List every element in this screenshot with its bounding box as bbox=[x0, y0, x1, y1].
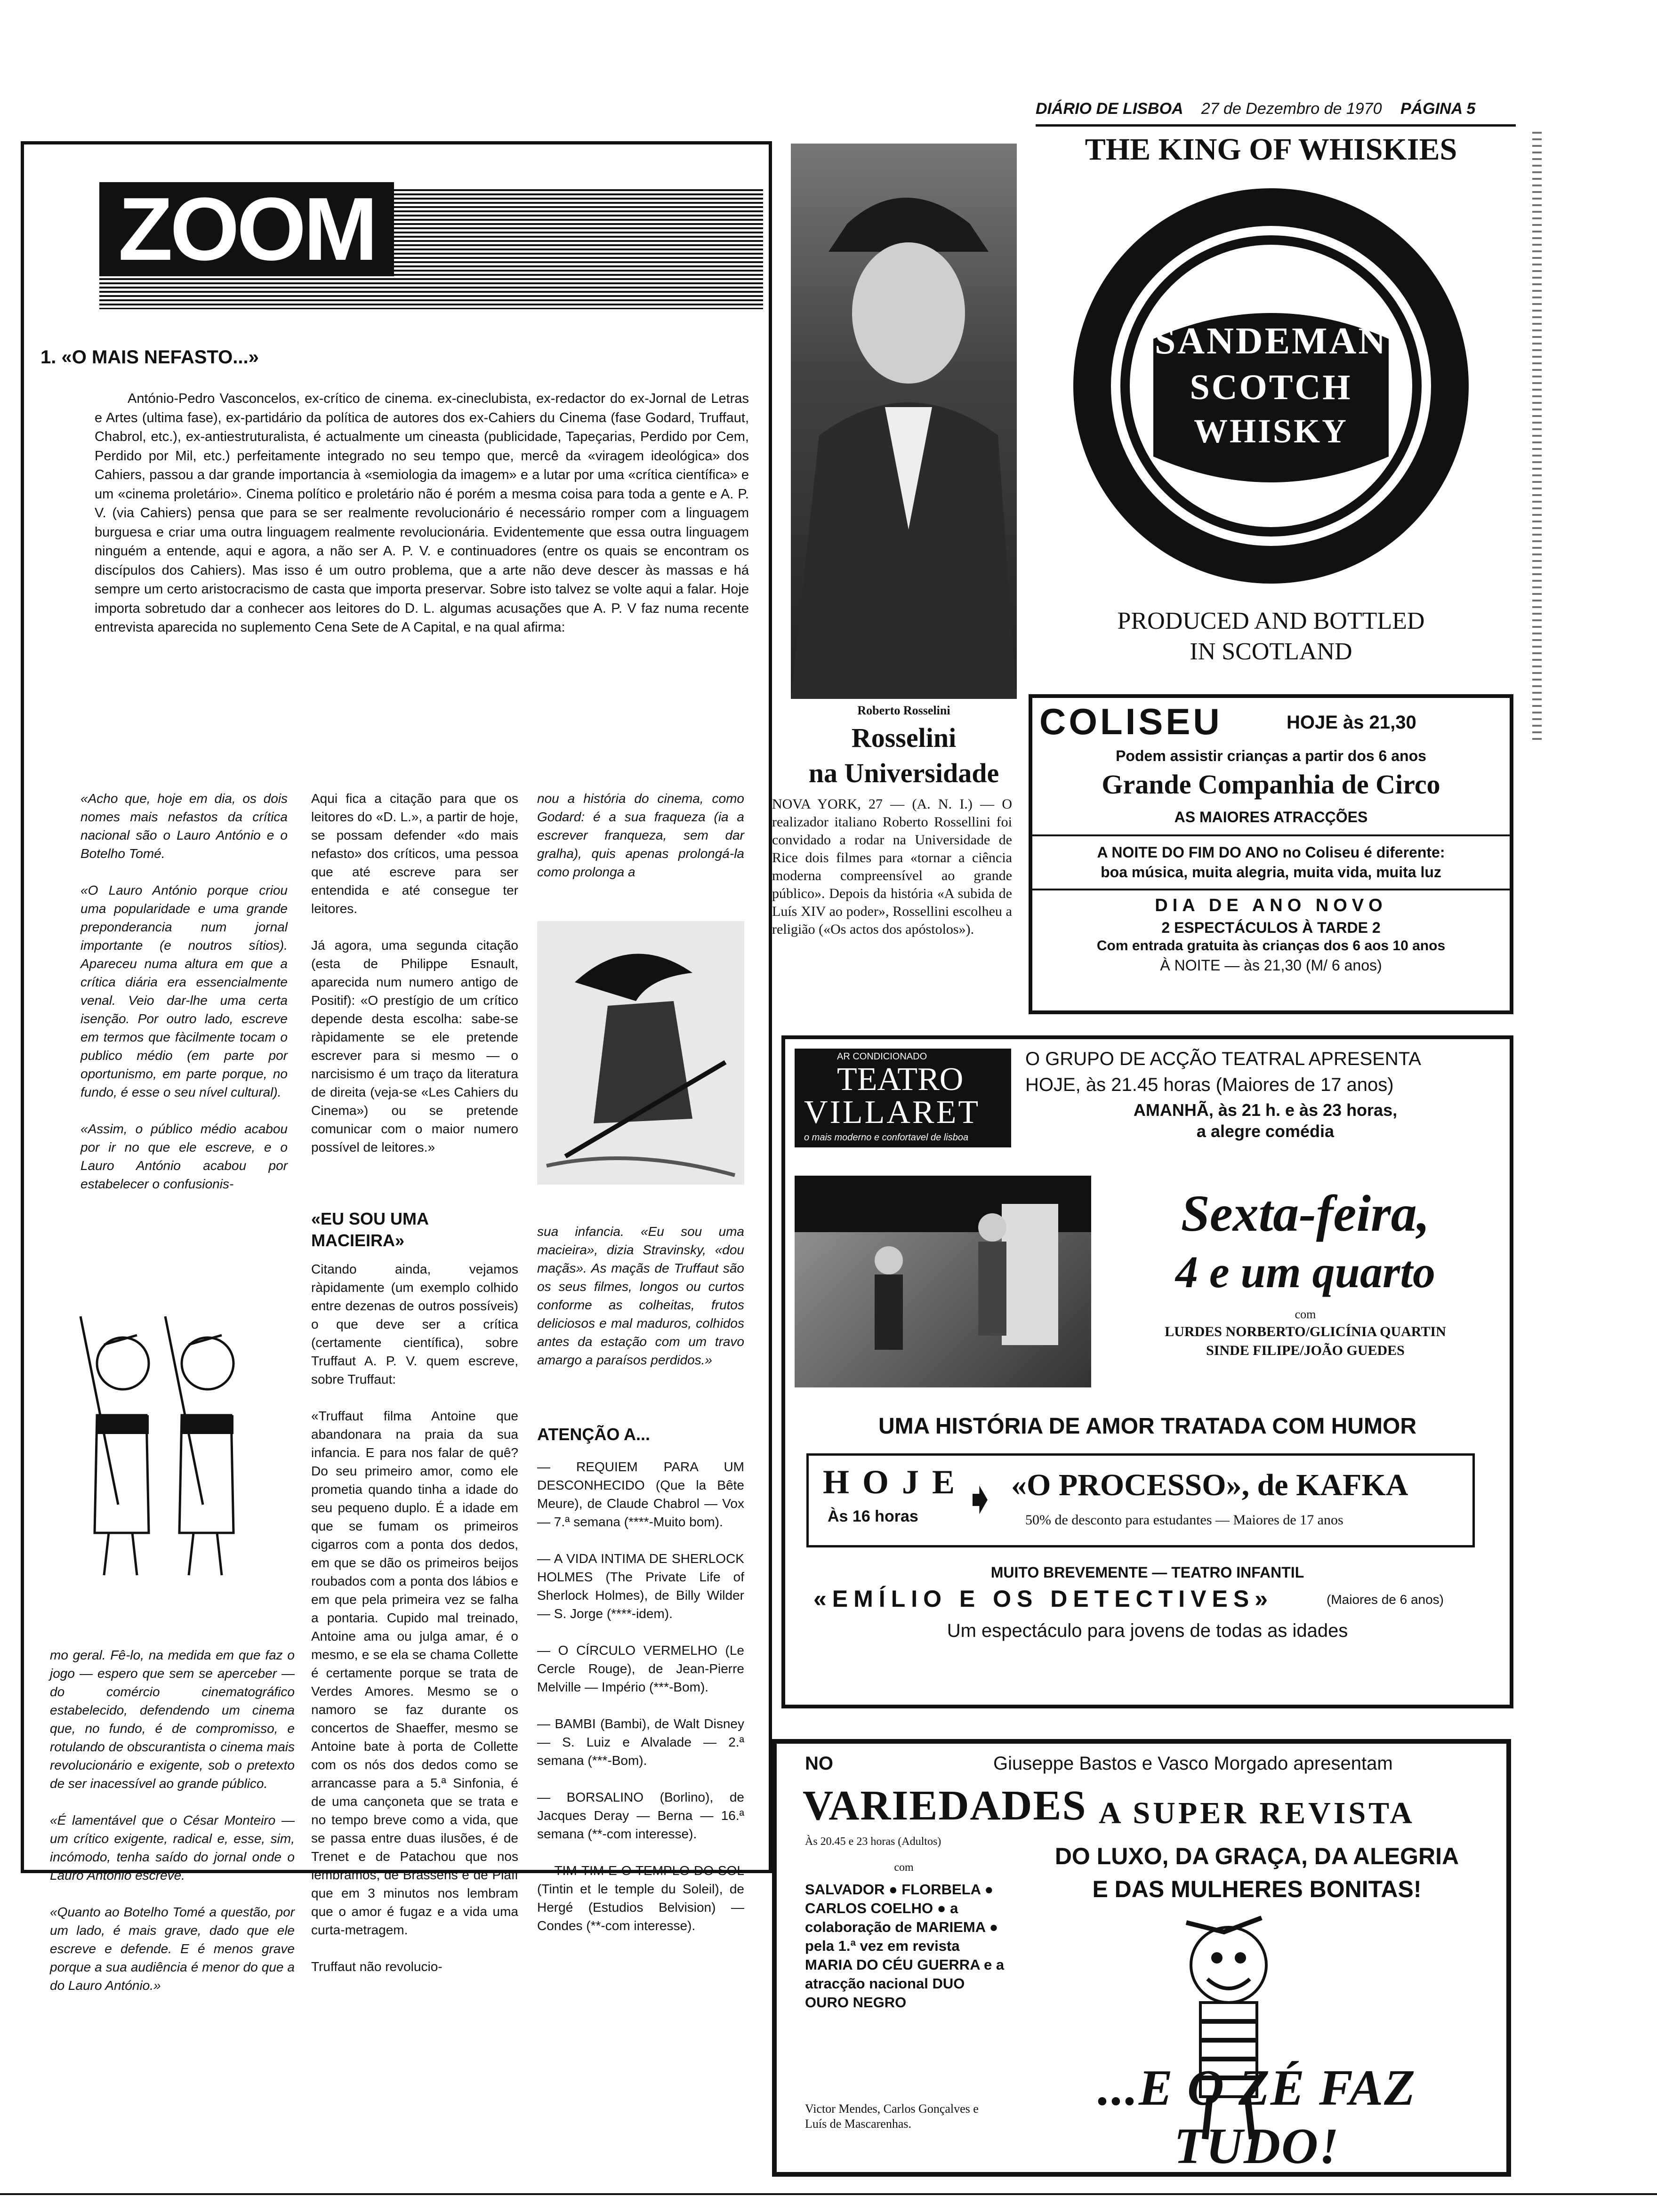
issue-date: 27 de Dezembro de 1970 bbox=[1201, 100, 1382, 118]
section-heading-nefasto: 1. «O MAIS NEFASTO...» bbox=[40, 347, 259, 368]
rossellini-photo bbox=[791, 144, 1017, 699]
processo-hoje: HOJE bbox=[823, 1463, 968, 1501]
whisky-brand-scotch: SCOTCH bbox=[1190, 368, 1352, 407]
villaret-name-teatro: TEATRO bbox=[837, 1061, 964, 1098]
rossellini-caption: Roberto Rosselini bbox=[857, 704, 950, 717]
rossellini-title-line2: na Universidade bbox=[808, 758, 999, 788]
variedades-ad bbox=[772, 1739, 1511, 2177]
page-number: PÁGINA 5 bbox=[1400, 100, 1476, 118]
section-heading-macieira: «EU SOU UMA MACIEIRA» bbox=[311, 1209, 428, 1250]
bottom-rule bbox=[0, 2193, 1657, 2195]
column-2-continued: Citando ainda, vejamos ràpidamente (um exemplo colhido entre dezenas de outros possíveis) o que deve ser a crítica (certamente científica), sobre Truffaut A. P. V. quem escreve, sobre Truffaut: «Truffaut filma Antoine que abandonara na praia da sua infancia. E para nos falar de quê? Do seu primeiro amor, como ele prometia quando tinha a idade do seu pequeno duplo. É a idade em que se fumam os primeiros cigarros com a ponta dos dedos, em que se dão os primeiros beijos roubados com a ponta dos lábios e em que pela primeira vez se falha a pontaria. Cupido mal treinado, Antoine ama ou julga amar, é o mesmo, e se ela se chama Collette é certamente porque se trata de Verdes Amores. Mesmo se o namoro se faz durante os concertos de Shaeffer, mesmo se Antoine bate à porta de Collette com os nós dos dedos como se arrancasse para a 5.ª Sinfonia, é de uma cançoneta que se trata e no tempo breve como a vida, que se passa entre duas ilusões, é de Trenet e de Patachou que nos lembramos, de Brassens e de Piaff que em 3 minutos nos lembram que o amor é fugaz e a vida uma curta-metragem. Truffaut não revolucio- bbox=[311, 1262, 518, 1974]
play-title-line1: Sexta-feira, bbox=[1181, 1185, 1430, 1242]
section-heading-atencao: ATENÇÃO A... bbox=[537, 1425, 650, 1444]
processo-discount: 50% de desconto para estudantes — Maiores de 17 anos bbox=[1025, 1512, 1343, 1528]
arrow-icon: ➧ bbox=[964, 1478, 996, 1520]
column-3-continued: sua infancia. «Eu sou uma macieira», dizia Stravinsky, «dou maçãs». As maçãs de Truffaut são os seus filmes, longos ou curtos conforme as colheitas, frutos deliciosos e mal maduros, colhidos antes da estação com um travo amargo a paraísos perdidos.» bbox=[537, 1224, 748, 1367]
variedades-com: com bbox=[894, 1861, 914, 1874]
coliseu-shows: 2 ESPECTÁCULOS À TARDE 2 bbox=[1161, 919, 1381, 936]
rossellini-title-line1: Rosselini bbox=[851, 722, 957, 753]
villaret-ac: AR CONDICIONADO bbox=[837, 1051, 927, 1062]
masthead bbox=[1036, 100, 1516, 127]
margin-ornament bbox=[1532, 132, 1542, 744]
ze-faz-tudo: ...E O ZÉ FAZ TUDO! bbox=[1097, 2060, 1416, 2174]
column-1-continued: mo geral. Fê-lo, na medida em que faz o jogo — espero que sem se aperceber — do comércio cinematográfico estabelecido, defendendo um cinema que, no fundo, é de compromisso, e rotulando de obscurantista o cinema mais revolucionário e exigente, sob o pretexto de ser inacessível ao grande público. «É lamentável que o César Monteiro — um crítico exigente, radical e, esse, sim, incómodo, tenha saído do jornal onde o Lauro António escreve. «Quanto ao Botelho Tomé a questão, por um lado, é mais grave, dado que ele escreve e defende. E é menos grave porque a sua audiência é menor do que a do Lauro António.» bbox=[50, 1648, 295, 1993]
coliseu-company: Grande Companhia de Circo bbox=[1102, 769, 1440, 800]
youth-spectacle: Um espectáculo para jovens de todas as idades bbox=[947, 1620, 1348, 1641]
column-2-text: Aqui fica a citação para que os leitores do «D. L.», a partir de hoje, se possam defender «do mais nefasto» dos críticos, uma pessoa que até escreve para ser entendida e até consegue ter leitores. Já agora, uma segunda citação (esta de Philippe Esnault, aparecida num numero antigo de Positif): «O prestígio de um crítico depende desta escolha: sabe-se ràpidamente se ele pretende escrever para si mesmo — o narcisismo é um traço da literatura de direita (veja-se «Les Cahiers du Cinema») ou se pretende comunicar com o maior numero possível de leitores.» bbox=[311, 791, 518, 1154]
rossellini-article: NOVA YORK, 27 — (A. N. I.) — O realizador italiano Roberto Rossellini foi convidado a rodar na Universidade de Rice dois filmes para «tornar a ciência moderna compreensível ao grande público». Depois da história «A subida de Luís XIV ao poder», Rossellini escolheu a religião («Os actos dos apóstolos»). bbox=[772, 796, 1012, 937]
whisky-ad bbox=[1026, 127, 1516, 692]
paper-name: DIÁRIO DE LISBOA bbox=[1036, 100, 1183, 118]
villaret-group: O GRUPO DE ACÇÃO TEATRAL APRESENTA bbox=[1025, 1049, 1421, 1069]
intro-paragraph: António-Pedro Vasconcelos, ex-crítico de cinema. ex-cineclubista, ex-redactor do ex-Jornal de Letras e Artes (ultima fase), ex-partidário da política de autores dos ex-Cahiers du Cinema (fase Godard, Truffaut, Chabrol, etc.), ex-antiestruturalista, é actualmente um cineasta (publicidade, Tapeçarias, Perdido por Cem, Perdido por Mil, etc.) perfeitamente integrado no seu tempo que, mercê da «viragem ideológica» dos Cahiers, passou a dar grande importancia à «semiologia da imagem» e a lutar por uma «crítica científica» e um «cinema proletário». Cinema político e proletário não é porém a mesma coisa para toda a gente e A. P. V. (via Cahiers) pensa que para se ser realmente revolucionário é necessário romper com a linguagem burguesa e criar uma outra linguagem realmente revolucionária. Evidentemente que essa outra linguagem ninguém a entende, aqui e agora, a não ser A. P. V. e continuadores (entre os quais se encontram os discípulos dos Cahiers). Mas isso é um outro problema, que a arte não deve descer às massas e há sempre um certo aristocracismo de casta que importa preservar. Sobre isto talvez se volte aqui a falar. Hoje importa sobretudo dar a conhecer aos leitores do D. L. algumas acusações que A. P. V faz numa recente entrevista aparecida no suplemento Cena Sete de A Capital, e na qual afirma: bbox=[95, 391, 753, 635]
villaret-today bbox=[1025, 1074, 1394, 1096]
revista-mulheres: E DAS MULHERES BONITAS! bbox=[1092, 1876, 1422, 1902]
play-cast-line1: LURDES NORBERTO/GLICÍNIA QUARTIN bbox=[1165, 1324, 1446, 1339]
column-1-quote: «Acho que, hoje em dia, os dois nomes mais nefastos da crítica nacional são o Lauro António e o Botelho Tomé. «O Lauro António porque criou uma popularidade e uma grande preponderancia num jornal importante (e noutros sítios). Apareceu numa altura em que a crítica diária era essencialmente venal. Veio dar-lhe uma certa isenção. Por outro lado, escreve em termos que fàcilmente tocam o publico médio (em parte por oportunismo, em parte porque, no fundo, é esse o seu nível cultural). «Assim, o público médio acabou por ir no que ele escreve, e o Lauro António acabou por estabelecer o confusionis- bbox=[80, 791, 288, 1191]
coliseu-night: À NOITE — às 21,30 (M/ 6 anos) bbox=[1160, 957, 1382, 974]
film-recommendations: — REQUIEM PARA UM DESCONHECIDO (Que la Bête Meure), de Claude Chabrol — Vox — 7.ª semana (****-Muito bom). — A VIDA INTIMA DE SHERLOCK HOLMES (The Private Life of Sherlock Holmes), de Billy Wilder — S. Jorge (****-idem). — O CÍRCULO VERMELHO (Le Cercle Rouge), de Jean-Pierre Melville — Império (***-Bom). — BAMBI (Bambi), de Walt Disney — S. Luiz e Alvalade — 2.ª semana (***-Bom). — BORSALINO (Borlino), de Jacques Deray — Berna — 16.ª semana (**-com interesse). — TIM-TIM E O TEMPLO DO SOL (Tintin et le temple du Soleil), de Hergé (Estudios Belvision) — Condes (**-com interesse). bbox=[537, 1459, 744, 1933]
variedades-no: NO bbox=[805, 1753, 833, 1774]
children-theatre-soon: MUITO BREVEMENTE — TEATRO INFANTIL bbox=[990, 1564, 1304, 1581]
emilio-age: (Maiores de 6 anos) bbox=[1327, 1592, 1444, 1607]
processo-title: «O PROCESSO», de KAFKA bbox=[1011, 1468, 1408, 1502]
variedades-authors: Victor Mendes, Carlos Gonçalves e Luís de Mascarenhas. bbox=[805, 2102, 979, 2131]
variedades-presenters: Giuseppe Bastos e Vasco Morgado apresentam bbox=[993, 1753, 1393, 1774]
variedades-hours: Às 20.45 e 23 horas (Adultos) bbox=[805, 1835, 941, 1848]
zoom-section bbox=[21, 141, 772, 1993]
villaret-logo bbox=[795, 1049, 1011, 1147]
whisky-brand-whisky: WHISKY bbox=[1193, 412, 1349, 450]
villaret-ad bbox=[781, 1035, 1513, 1708]
play-cast-line2: SINDE FILIPE/JOÃO GUEDES bbox=[1206, 1343, 1405, 1358]
villaret-today-text: HOJE, às 21.45 horas (Maiores de 17 anos) bbox=[1025, 1074, 1394, 1095]
villaret-name-villaret: VILLARET bbox=[804, 1094, 981, 1130]
whisky-headline: THE KING OF WHISKIES bbox=[1085, 132, 1457, 167]
coliseu-day: DIA DE ANO NOVO bbox=[1155, 896, 1387, 915]
column-3-text: nou a história do cinema, como Godard: é a sua fraqueza (ia a escrever franqueza, sem dar gralha), quis apenas prolongá-la como prolonga a bbox=[537, 791, 748, 879]
coliseu-free-entry: Com entrada gratuita às crianças dos 6 aos 10 anos bbox=[1096, 938, 1446, 954]
whisky-produced-line2: IN SCOTLAND bbox=[1190, 638, 1352, 665]
play-title-line2: 4 e um quarto bbox=[1175, 1247, 1436, 1297]
villaret-tomorrow: AMANHÃ, às 21 h. e às 23 horas, bbox=[1133, 1100, 1398, 1120]
whisky-produced-line1: PRODUCED AND BOTTLED bbox=[1117, 608, 1425, 634]
super-revista: A SUPER REVISTA bbox=[1099, 1796, 1415, 1830]
coliseu-ad bbox=[1029, 694, 1513, 1014]
emilio-title: «EMÍLIO E OS DETECTIVES» bbox=[813, 1586, 1274, 1612]
zoom-logo: ZOOM bbox=[99, 182, 394, 276]
villaret-comedy: a alegre comédia bbox=[1196, 1122, 1335, 1141]
processo-hours: Às 16 horas bbox=[828, 1507, 918, 1525]
napoleon-illustration bbox=[537, 921, 744, 1185]
revista-luxo: DO LUXO, DA GRAÇA, DA ALEGRIA bbox=[1054, 1843, 1459, 1869]
coliseu-newyear-line1: A NOITE DO FIM DO ANO no Coliseu é diferente: bbox=[1097, 844, 1445, 861]
coliseu-attractions: AS MAIORES ATRACÇÕES bbox=[1174, 809, 1368, 825]
cartoon-soldiers bbox=[52, 1307, 297, 1585]
villaret-love-story: UMA HISTÓRIA DE AMOR TRATADA COM HUMOR bbox=[878, 1414, 1416, 1439]
villaret-tagline: o mais moderno e confortavel de lisboa bbox=[804, 1132, 969, 1143]
variedades-cast: SALVADOR ● FLORBELA ● CARLOS COELHO ● a colaboração de MARIEMA ● pela 1.ª vez em revista MARIA DO CÉU GUERRA e a atracção nacional DUO OURO NEGRO bbox=[805, 1881, 1005, 2011]
processo-box bbox=[806, 1453, 1475, 1547]
play-with: com bbox=[1295, 1307, 1316, 1321]
coliseu-newyear-line2: boa música, muita alegria, muita vida, muita luz bbox=[1101, 864, 1441, 881]
coliseu-kids-note: Podem assistir crianças a partir dos 6 anos bbox=[1116, 747, 1426, 764]
coliseu-time: HOJE às 21,30 bbox=[1287, 712, 1416, 733]
play-photo bbox=[795, 1176, 1091, 1387]
variedades-name: VARIEDADES bbox=[803, 1782, 1087, 1829]
whisky-brand-sandeman: SANDEMAN bbox=[1154, 321, 1388, 362]
coliseu-name: COLISEU bbox=[1039, 701, 1223, 742]
